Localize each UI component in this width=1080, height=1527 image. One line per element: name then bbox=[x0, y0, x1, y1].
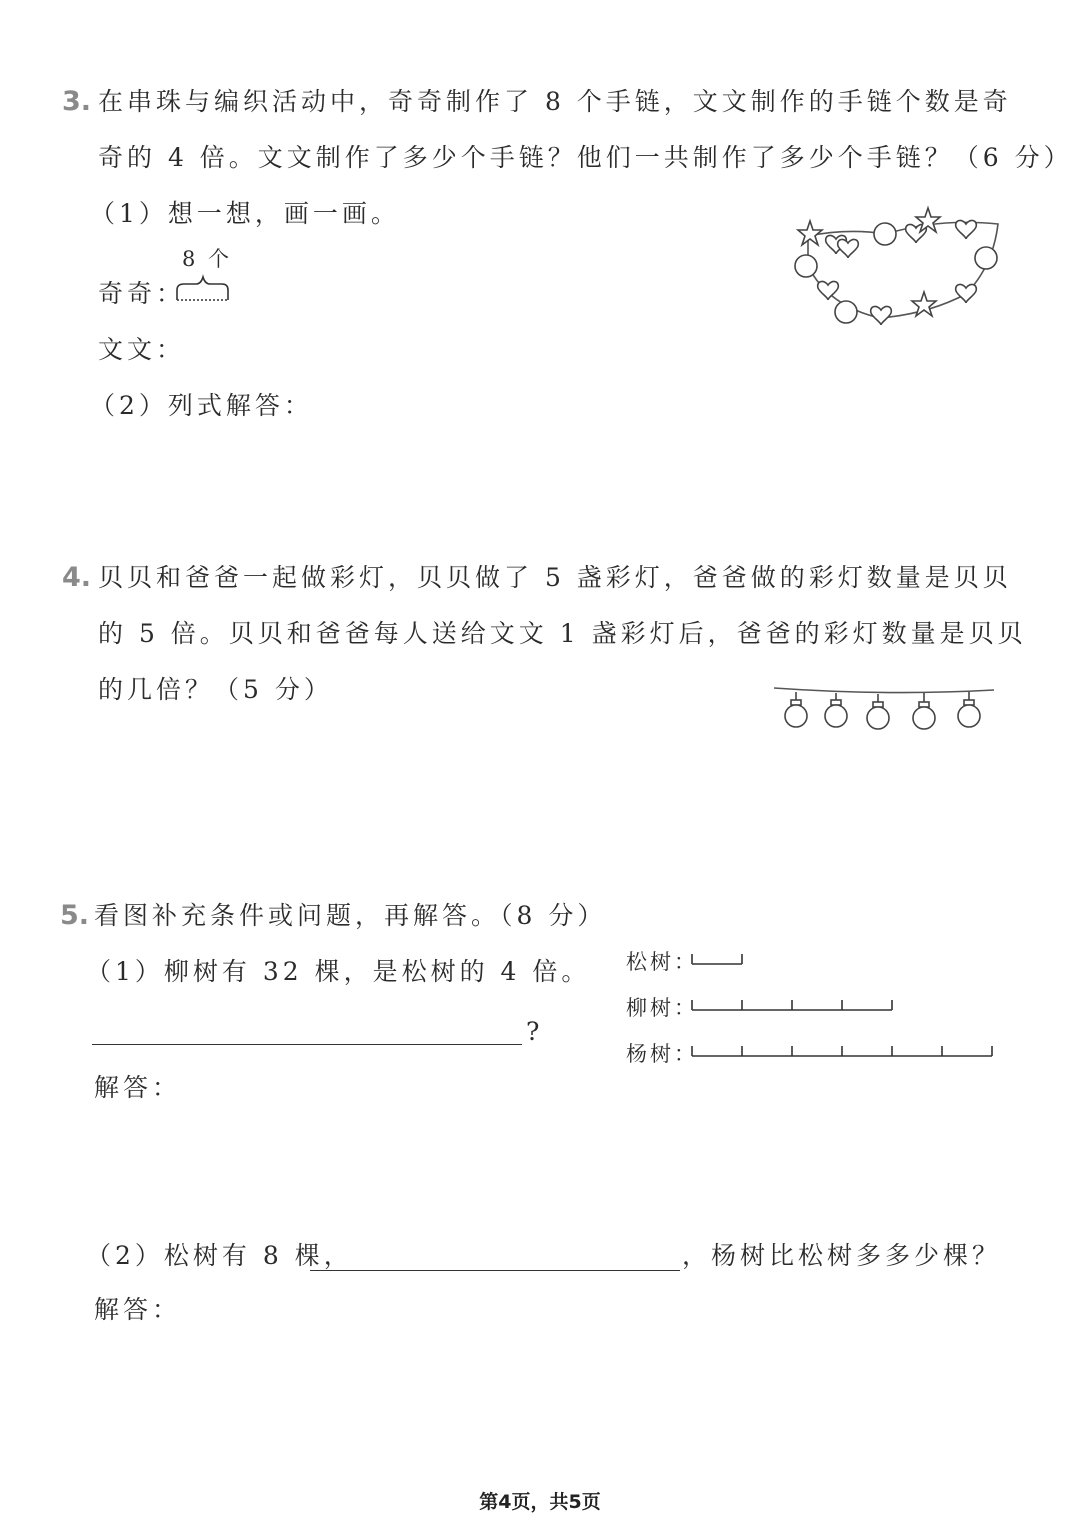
q5-condition-blank[interactable] bbox=[310, 1270, 680, 1271]
q5-part2-prefix: （2）松树有 8 棵， bbox=[86, 1241, 353, 1270]
q5-question-mark: ? bbox=[526, 1017, 544, 1046]
q5-question-blank[interactable] bbox=[92, 1044, 522, 1045]
q3-part1: （1）想一想，画一画。 bbox=[90, 199, 400, 228]
q5-number: 5. bbox=[60, 900, 90, 931]
q3-text-line1: 在串珠与编织活动中，奇奇制作了 8 个手链，文文制作的手链个数是奇 bbox=[98, 87, 1012, 116]
q5-part2-suffix: ，杨树比松树多多少棵？ bbox=[682, 1241, 1002, 1270]
tree-segment-diagram bbox=[688, 948, 1008, 1068]
diagram-label-willow: 柳树： bbox=[626, 996, 698, 1020]
diagram-label-poplar: 杨树： bbox=[626, 1042, 698, 1066]
q5-answer1-label: 解答： bbox=[94, 1073, 182, 1102]
star-bead-icon bbox=[798, 221, 822, 245]
page-footer: 第4页，共5页 bbox=[479, 1491, 601, 1513]
q5-title: 看图补充条件或问题，再解答。（8 分） bbox=[94, 901, 607, 930]
lantern-icon bbox=[785, 692, 807, 727]
q4-number: 4. bbox=[62, 562, 92, 593]
q4-text-line1: 贝贝和爸爸一起做彩灯，贝贝做了 5 盏彩灯，爸爸做的彩灯数量是贝贝 bbox=[98, 563, 1012, 592]
lantern-icon bbox=[825, 693, 847, 727]
q3-brace-label: 8 个 bbox=[182, 247, 233, 271]
lantern-icon bbox=[958, 692, 980, 727]
q4-text-line2: 的 5 倍。贝贝和爸爸每人送给文文 1 盏彩灯后，爸爸的彩灯数量是贝贝 bbox=[98, 619, 1027, 648]
diagram-label-pine: 松树： bbox=[626, 950, 698, 974]
q5-answer2-label: 解答： bbox=[94, 1295, 182, 1324]
lantern-icon bbox=[913, 693, 935, 729]
lantern-icon bbox=[867, 694, 889, 729]
q3-part2: （2）列式解答： bbox=[90, 391, 313, 420]
bracelet-illustration bbox=[788, 206, 1028, 336]
q5-part1: （1）柳树有 32 棵，是松树的 4 倍。 bbox=[86, 957, 591, 986]
q3-text-line2: 奇的 4 倍。文文制作了多少个手链？他们一共制作了多少个手链？（6 分） bbox=[98, 143, 1073, 172]
qiqi-label: 奇奇： bbox=[98, 279, 186, 308]
lanterns-illustration bbox=[772, 684, 1002, 734]
q4-text-line3: 的几倍？（5 分） bbox=[98, 675, 333, 704]
q3-number: 3. bbox=[62, 86, 92, 117]
wenwen-label: 文文： bbox=[98, 335, 186, 364]
round-bead bbox=[874, 223, 896, 245]
